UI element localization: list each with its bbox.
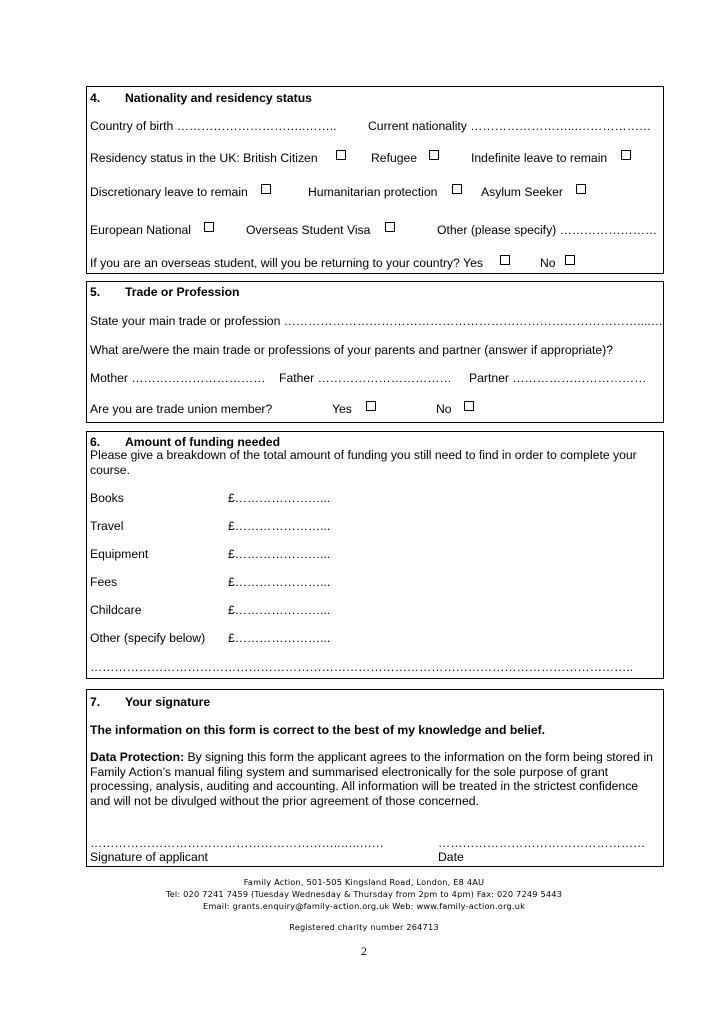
funding-other-label: Other (specify below) — [90, 631, 206, 645]
union-question: Are you are trade union member? — [90, 402, 273, 416]
return-yes-checkbox[interactable] — [500, 255, 510, 265]
signature-line[interactable]: ……………………………………………………..…..…… — [90, 836, 384, 850]
refugee-label: Refugee — [371, 151, 418, 165]
data-protection-notice — [90, 750, 660, 808]
residency-british-citizen-label: Residency status in the UK: British Citizen — [90, 151, 318, 165]
mother-field[interactable]: Mother …………………………… — [90, 371, 266, 385]
section-7-number: 7. — [90, 695, 101, 709]
country-of-birth-field[interactable]: Country of birth …………………………..…….. — [90, 119, 337, 133]
footer-email: Email: grants.enquiry@family-action.org.uk Web: www.family-action.org.uk — [202, 901, 526, 911]
discretionary-leave-label: Discretionary leave to remain — [90, 185, 248, 199]
section-4-heading: Nationality and residency status — [125, 91, 312, 105]
british-citizen-checkbox[interactable] — [336, 150, 346, 160]
asylum-seeker-label: Asylum Seeker — [481, 185, 563, 199]
data-protection-label: Data Protection: — [90, 750, 185, 764]
refugee-checkbox[interactable] — [429, 150, 439, 160]
section-4-number: 4. — [90, 91, 101, 105]
page-number: 2 — [361, 944, 367, 958]
main-trade-field[interactable]: State your main trade or profession ……………………………………………………………………………....… — [90, 314, 663, 328]
return-no-checkbox[interactable] — [565, 255, 575, 265]
funding-fees-label: Fees — [90, 575, 118, 589]
funding-other-specify-line[interactable]: …………………………………………………………………………………………………………………….. — [90, 660, 634, 674]
funding-travel-label: Travel — [90, 519, 124, 533]
discretionary-leave-checkbox[interactable] — [261, 184, 271, 194]
section-signature — [86, 689, 664, 867]
union-no-checkbox[interactable] — [464, 401, 474, 411]
current-nationality-field[interactable]: Current nationality ……………………...……………… — [368, 119, 652, 133]
overseas-return-question: If you are an overseas student, will you be returning to your country? Yes — [90, 256, 483, 270]
return-no-label: No — [540, 256, 556, 270]
humanitarian-protection-checkbox[interactable] — [452, 184, 462, 194]
overseas-student-visa-checkbox[interactable] — [385, 222, 395, 232]
union-no-label: No — [436, 402, 452, 416]
funding-childcare-amount[interactable]: £…………………... — [228, 603, 331, 617]
indefinite-leave-checkbox[interactable] — [621, 150, 631, 160]
section-6-heading: Amount of funding needed — [125, 435, 281, 449]
section-5-number: 5. — [90, 285, 101, 299]
funding-fees-amount[interactable]: £…………………... — [228, 575, 331, 589]
father-field[interactable]: Father …………………………… — [279, 371, 452, 385]
date-label: Date — [438, 850, 464, 864]
footer-charity-number: Registered charity number 264713 — [289, 922, 439, 932]
european-national-checkbox[interactable] — [204, 222, 214, 232]
union-yes-checkbox[interactable] — [366, 401, 376, 411]
footer-address: Family Action, 501-505 Kingsland Road, London, E8 4AU — [243, 877, 485, 887]
section-6-number: 6. — [90, 435, 101, 449]
data-protection-text: By signing this form the applicant agrees to the information on the form being stored in Family Action’s manual filing system and summarised electronically for the sole purpose of grant processing, analysis, auditing and accounting. All information will be treated in the strictest confidence and will not be divulged without the prior agreement of those concerned. — [90, 750, 653, 808]
funding-travel-amount[interactable]: £…………………... — [228, 519, 331, 533]
footer-telephone: Tel: 020 7241 7459 (Tuesday Wednesday & Thursday from 2pm to 4pm) Fax: 020 7249 5443 — [165, 889, 563, 899]
signature-label: Signature of applicant — [90, 850, 208, 864]
funding-other-amount[interactable]: £…………………... — [228, 631, 331, 645]
funding-books-label: Books — [90, 491, 124, 505]
parents-trade-question: What are/were the main trade or professions of your parents and partner (answer if appropriate)? — [90, 343, 613, 357]
date-line[interactable]: …………………………………………… — [438, 836, 646, 850]
indefinite-leave-label: Indefinite leave to remain — [471, 151, 608, 165]
section-nationality — [86, 86, 664, 274]
section-5-heading: Trade or Profession — [125, 285, 240, 299]
funding-equipment-amount[interactable]: £…………………... — [228, 547, 331, 561]
funding-equipment-label: Equipment — [90, 547, 149, 561]
section-7-heading: Your signature — [125, 695, 211, 709]
asylum-seeker-checkbox[interactable] — [576, 184, 586, 194]
overseas-student-visa-label: Overseas Student Visa — [246, 223, 371, 237]
partner-field[interactable]: Partner …………………………… — [469, 371, 647, 385]
declaration-text: The information on this form is correct to the best of my knowledge and belief. — [90, 723, 546, 737]
funding-books-amount[interactable]: £…………………... — [228, 491, 331, 505]
section-funding — [86, 431, 664, 679]
european-national-label: European National — [90, 223, 191, 237]
humanitarian-protection-label: Humanitarian protection — [308, 185, 438, 199]
section-trade — [86, 281, 664, 423]
union-yes-label: Yes — [332, 402, 352, 416]
funding-childcare-label: Childcare — [90, 603, 142, 617]
other-specify-field[interactable]: Other (please specify) …………………… — [437, 223, 658, 237]
funding-intro: Please give a breakdown of the total amount of funding you still need to find in order to complete your course. — [90, 448, 637, 477]
